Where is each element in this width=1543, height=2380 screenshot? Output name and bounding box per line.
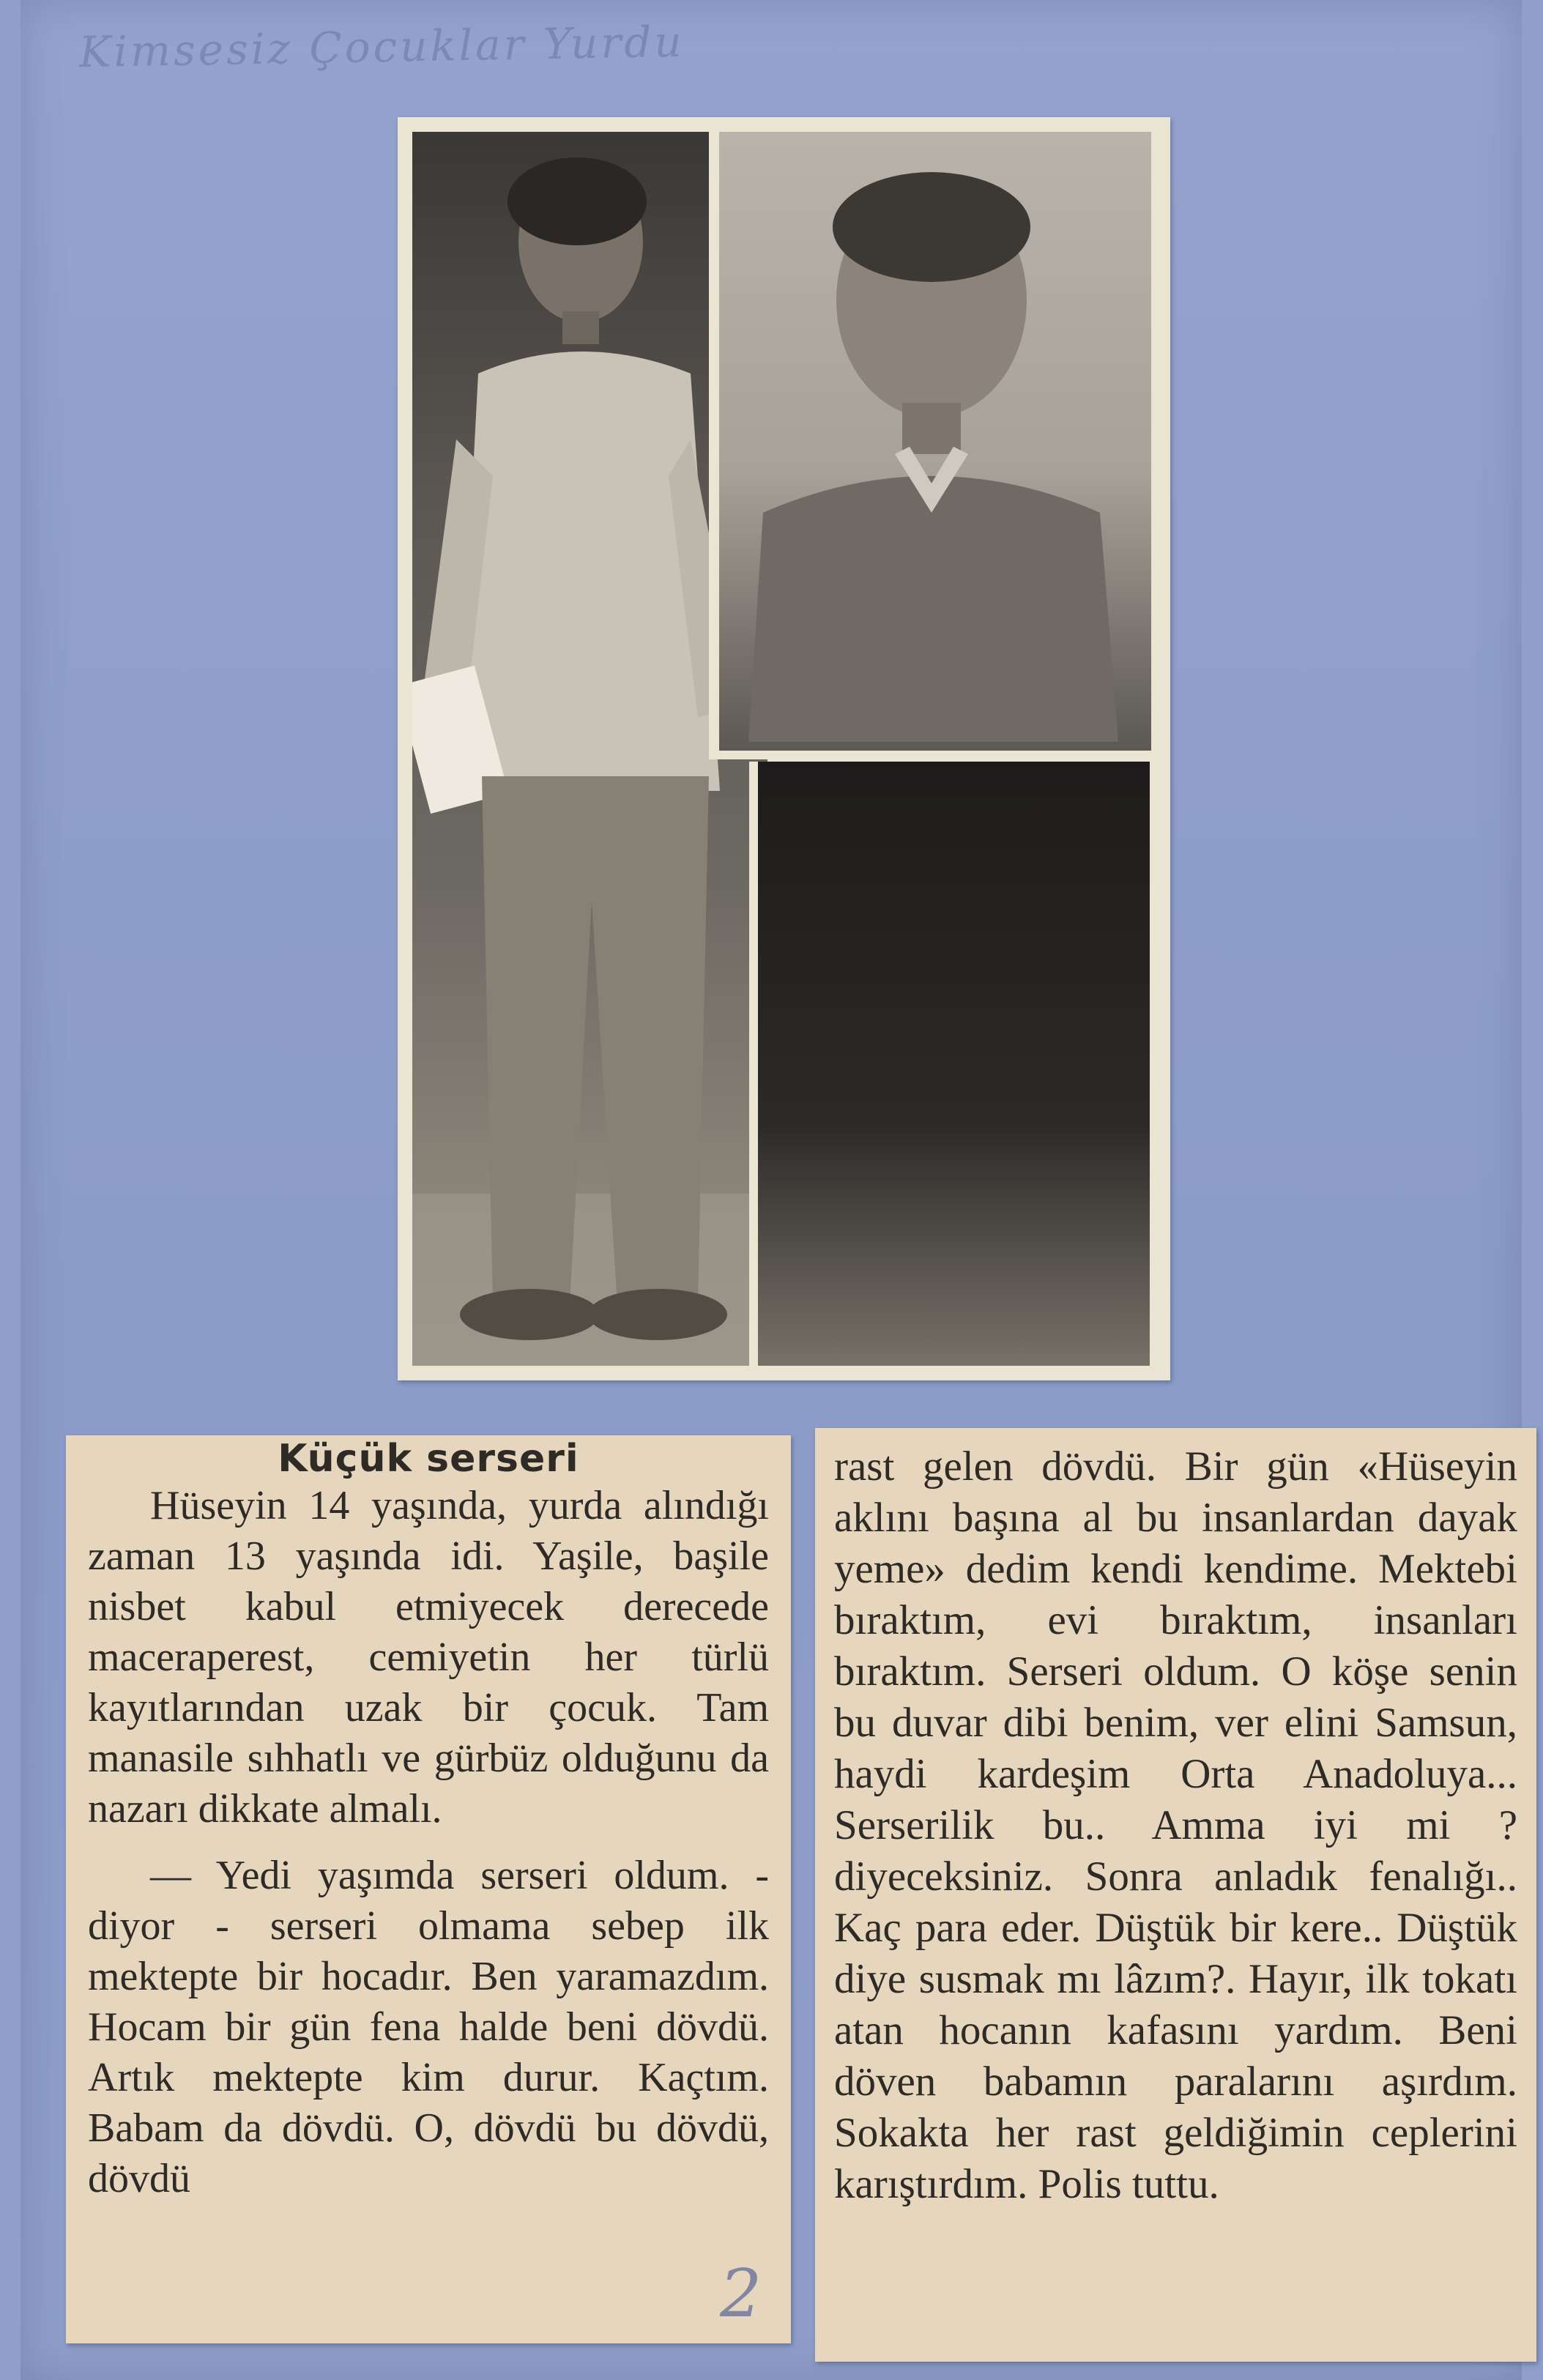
article-paragraph: — Yedi yaşımda serseri oldum. - diyor - serseri olmama sebep ilk mektepte bir hocadır. Ben yaramazdım. Hocam bir gün fena halde beni dövdü. Artık mektepte kim durur. Kaçtım. Babam da dövdü. O, dövdü bu dövdü, dövdü xyxy=(88,1853,769,2201)
scrapbook-page xyxy=(21,0,1522,2380)
handwritten-note: Kimsesiz Çocuklar Yurdu xyxy=(78,16,685,78)
article-title: Küçük serseri xyxy=(278,1437,579,1481)
photo-clipping xyxy=(398,117,1170,1380)
portrait-boy-figure xyxy=(719,132,1141,742)
photo-portrait-boy xyxy=(709,132,1151,759)
page-number: 2 xyxy=(720,2256,762,2332)
article-paragraph: rast gelen dövdü. Bir gün «Hüseyin aklını başına al bu insanlardan dayak yeme» dedim kendi kendime. Mektebi bıraktım, evi bıraktım, insanları bıraktım. Serseri oldum. O köşe senin bu duvar dibi benim, ver elini Samsun, haydi kardeşim Orta Anadoluya... Serserilik bu.. Amma iyi mi ? diyeceksiniz. Sonra anladık fenalığı.. Kaç para eder. Düştük bir kere.. Düştük diye susmak mı lâzım?. Hayır, ilk tokatı atan hocanın kafasını yardım. Beni döven babamın paralarını aşırdım. Sokakta her rast geldiğimin ceplerini karıştırdım. Polis tuttu. xyxy=(834,1443,1517,2207)
article-paragraph: Hüseyin 14 yaşında, yurda alındığı zaman 13 yaşında idi. Yaşile, başile nisbet kabul etmiyecek derecede maceraperest, cemiyetin her türlü kayıtlarından uzak bir çocuk. Tam manasile sıhhatlı ve gürbüz olduğunu da nazarı dikkate almalı. xyxy=(88,1483,769,1832)
photo-dark-panel xyxy=(749,762,1150,1366)
article-clipping-right xyxy=(815,1428,1536,2362)
article-clipping-left xyxy=(66,1435,791,2343)
